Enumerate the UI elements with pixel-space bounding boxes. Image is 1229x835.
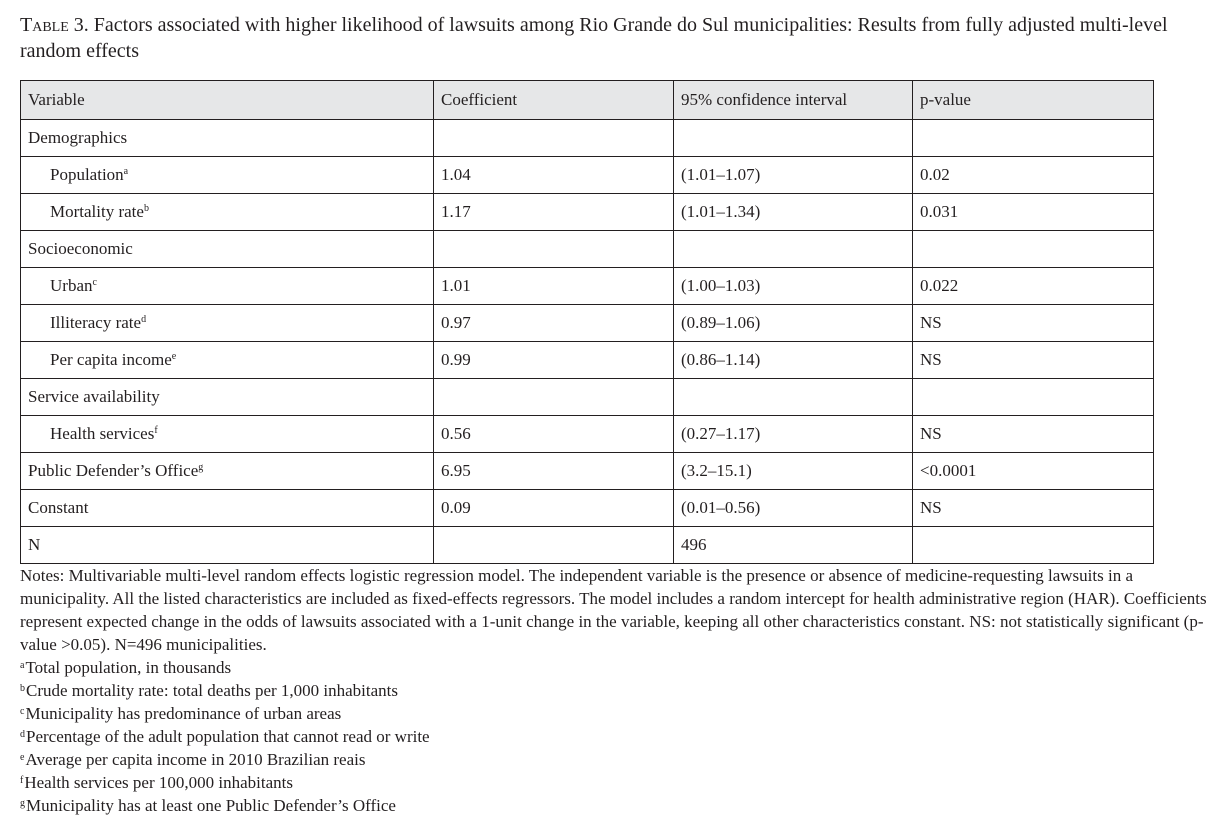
- cell-p-value: [913, 231, 1154, 268]
- header-variable: Variable: [21, 81, 434, 120]
- footnote-text: Average per capita income in 2010 Brazilian reais: [25, 750, 366, 769]
- table-row: [21, 305, 1154, 342]
- footnote-list: [20, 656, 1210, 817]
- cell-variable: [21, 231, 434, 268]
- cell-p-value: 0.022: [913, 268, 1154, 305]
- cell-coefficient: [434, 231, 674, 268]
- footnote-text: Crude mortality rate: total deaths per 1,000 inhabitants: [26, 681, 399, 700]
- footnote: [20, 656, 1210, 679]
- cell-variable: [21, 120, 434, 157]
- cell-coefficient: 0.56: [434, 416, 674, 453]
- cell-variable: [21, 157, 434, 194]
- cell-coefficient: 1.17: [434, 194, 674, 231]
- cell-variable: [21, 490, 434, 527]
- table-row: [21, 453, 1154, 490]
- footnote-marker: g: [198, 462, 204, 473]
- cell-coefficient: [434, 379, 674, 416]
- footnote-marker: c: [92, 277, 97, 288]
- footnote-text: Municipality has at least one Public Defender’s Office: [26, 796, 396, 815]
- table-label: Table 3.: [20, 14, 89, 36]
- cell-p-value: [913, 379, 1154, 416]
- table-body: [21, 120, 1154, 564]
- variable-label: Demographics: [28, 128, 128, 147]
- header-coefficient: Coefficient: [434, 81, 674, 120]
- table-row: [21, 527, 1154, 564]
- cell-variable: [21, 342, 434, 379]
- table-row: [21, 231, 1154, 268]
- cell-p-value: [913, 527, 1154, 564]
- variable-label: Health services: [50, 424, 155, 443]
- footnote: [20, 794, 1210, 817]
- variable-label: Constant: [28, 498, 89, 517]
- table-row: [21, 416, 1154, 453]
- table-caption: [20, 12, 1205, 64]
- variable-label: Public Defender’s Office: [28, 461, 199, 480]
- cell-confidence-interval: 496: [674, 527, 913, 564]
- table-row: [21, 268, 1154, 305]
- header-p-value: p-value: [913, 81, 1154, 120]
- variable-label: Socioeconomic: [28, 239, 133, 258]
- table-row: [21, 342, 1154, 379]
- cell-coefficient: 6.95: [434, 453, 674, 490]
- cell-coefficient: 1.01: [434, 268, 674, 305]
- variable-label: Mortality rate: [50, 202, 144, 221]
- footnote-text: Health services per 100,000 inhabitants: [24, 773, 293, 792]
- table-row: [21, 157, 1154, 194]
- variable-label: Illiteracy rate: [50, 313, 142, 332]
- footnote-marker: d: [141, 314, 147, 325]
- variable-label: Per capita income: [50, 350, 172, 369]
- cell-p-value: NS: [913, 342, 1154, 379]
- footnote-marker: a: [123, 166, 129, 177]
- cell-coefficient: 0.09: [434, 490, 674, 527]
- footnote-mark: f: [20, 775, 24, 786]
- footnote: [20, 771, 1210, 794]
- cell-coefficient: 1.04: [434, 157, 674, 194]
- cell-confidence-interval: [674, 120, 913, 157]
- cell-confidence-interval: (3.2–15.1): [674, 453, 913, 490]
- footnote-mark: d: [20, 729, 25, 740]
- footnote: [20, 702, 1210, 725]
- variable-label: Service availability: [28, 387, 160, 406]
- cell-coefficient: 0.97: [434, 305, 674, 342]
- footnote: [20, 725, 1210, 748]
- footnote-mark: e: [20, 752, 25, 763]
- cell-variable: [21, 416, 434, 453]
- cell-coefficient: [434, 120, 674, 157]
- footnote-mark: b: [20, 683, 25, 694]
- cell-p-value: NS: [913, 305, 1154, 342]
- variable-label: Population: [50, 165, 124, 184]
- table-row: [21, 120, 1154, 157]
- footnote-mark: c: [20, 706, 25, 717]
- cell-confidence-interval: (0.89–1.06): [674, 305, 913, 342]
- footnote-marker: e: [171, 351, 177, 362]
- cell-confidence-interval: [674, 379, 913, 416]
- footnote-mark: g: [20, 798, 25, 809]
- cell-confidence-interval: (1.01–1.07): [674, 157, 913, 194]
- cell-coefficient: 0.99: [434, 342, 674, 379]
- variable-label: N: [28, 535, 41, 554]
- cell-variable: [21, 194, 434, 231]
- cell-confidence-interval: (0.86–1.14): [674, 342, 913, 379]
- table-row: [21, 379, 1154, 416]
- footnote-mark: a: [20, 660, 25, 671]
- footnote-text: Total population, in thousands: [25, 658, 232, 677]
- cell-confidence-interval: (0.01–0.56): [674, 490, 913, 527]
- notes-text: Notes: Multivariable multi-level random effects logistic regression model. The independent variable is the presence or absence of medicine-requesting lawsuits in a municipality. All the listed characteristics are included as fixed-effects regressors. The model includes a random intercept for health administrative region (HAR). Coefficients represent expected change in the odds of lawsuits associated with a 1-unit change in the variable, keeping all other characteristics constant. NS: not statistically significant (p-value >0.05). N=496 municipalities.: [20, 566, 1207, 654]
- cell-variable: [21, 527, 434, 564]
- cell-variable: [21, 268, 434, 305]
- footnote-marker: f: [154, 425, 158, 436]
- cell-p-value: 0.031: [913, 194, 1154, 231]
- table-row: [21, 490, 1154, 527]
- cell-p-value: NS: [913, 490, 1154, 527]
- cell-variable: [21, 305, 434, 342]
- footnote-text: Percentage of the adult population that cannot read or write: [26, 727, 430, 746]
- footnote: [20, 748, 1210, 771]
- cell-p-value: [913, 120, 1154, 157]
- table-notes: [20, 564, 1210, 817]
- footnote-text: Municipality has predominance of urban areas: [25, 704, 342, 723]
- cell-p-value: 0.02: [913, 157, 1154, 194]
- header-row: [21, 81, 1154, 120]
- results-table: [20, 80, 1154, 564]
- cell-confidence-interval: [674, 231, 913, 268]
- header-confidence-interval: 95% confidence interval: [674, 81, 913, 120]
- cell-variable: [21, 453, 434, 490]
- cell-confidence-interval: (0.27–1.17): [674, 416, 913, 453]
- cell-confidence-interval: (1.00–1.03): [674, 268, 913, 305]
- cell-p-value: <0.0001: [913, 453, 1154, 490]
- variable-label: Urban: [50, 276, 93, 295]
- cell-p-value: NS: [913, 416, 1154, 453]
- footnote-marker: b: [143, 203, 149, 214]
- footnote: [20, 679, 1210, 702]
- table-title: Factors associated with higher likelihood of lawsuits among Rio Grande do Sul municipalities: Results from fully adjusted multi-level random effects: [20, 14, 1168, 62]
- cell-variable: [21, 379, 434, 416]
- cell-confidence-interval: (1.01–1.34): [674, 194, 913, 231]
- table-row: [21, 194, 1154, 231]
- cell-coefficient: [434, 527, 674, 564]
